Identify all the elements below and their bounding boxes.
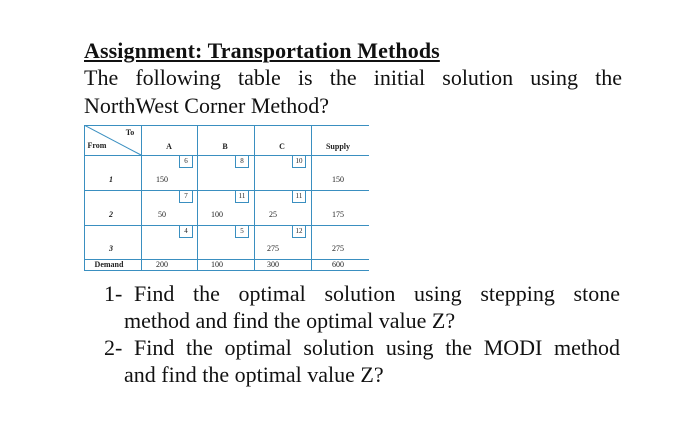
allocation-cell: 150 [156, 175, 168, 184]
question-number: 1- [104, 281, 123, 306]
question-text: Find the optimal solution using stepping stone [134, 281, 620, 306]
intro-text: The following table is the initial solution using the NorthWest Corner Method? [84, 65, 622, 118]
cost-cell: 5 [235, 225, 249, 238]
row-label-3: 3 [109, 244, 113, 253]
total-value: 600 [332, 260, 344, 269]
demand-value: 300 [267, 260, 279, 269]
table-col-border [197, 125, 198, 271]
table-row-border [84, 190, 369, 191]
transportation-table [84, 125, 369, 271]
assignment-title: Assignment: Transportation Methods [84, 38, 440, 63]
column-header-b: B [222, 142, 228, 151]
cost-cell: 7 [179, 190, 193, 203]
cost-cell: 4 [179, 225, 193, 238]
cost-cell: 8 [235, 155, 249, 168]
table-col-border [254, 125, 255, 271]
column-header-c: C [279, 142, 285, 151]
question-text-continued: and find the optimal value Z? [124, 362, 384, 387]
demand-label: Demand [94, 260, 124, 269]
row-label-1: 1 [109, 175, 113, 184]
question-text-continued: method and find the optimal value Z? [124, 308, 456, 333]
allocation-cell: 25 [269, 210, 277, 219]
allocation-cell: 50 [158, 210, 166, 219]
from-label: From [87, 141, 107, 150]
table-row-border [84, 225, 369, 226]
column-header-a: A [166, 142, 172, 151]
supply-header: Supply [325, 142, 351, 151]
question-number: 2- [104, 335, 123, 360]
question-text: Find the optimal solution using the MODI method [134, 335, 620, 360]
table-row-border [84, 259, 369, 260]
supply-value: 275 [332, 244, 344, 253]
supply-value: 150 [332, 175, 344, 184]
demand-value: 100 [211, 260, 223, 269]
to-label: To [125, 128, 135, 137]
cost-cell: 11 [292, 190, 306, 203]
supply-value: 175 [332, 210, 344, 219]
cost-cell: 11 [235, 190, 249, 203]
allocation-cell: 100 [211, 210, 223, 219]
allocation-cell: 275 [267, 244, 279, 253]
cost-cell: 12 [292, 225, 306, 238]
table-bottom-border [84, 270, 369, 271]
demand-value: 200 [156, 260, 168, 269]
cost-cell: 10 [292, 155, 306, 168]
row-label-2: 2 [109, 210, 113, 219]
cost-cell: 6 [179, 155, 193, 168]
table-col-border [311, 125, 312, 271]
